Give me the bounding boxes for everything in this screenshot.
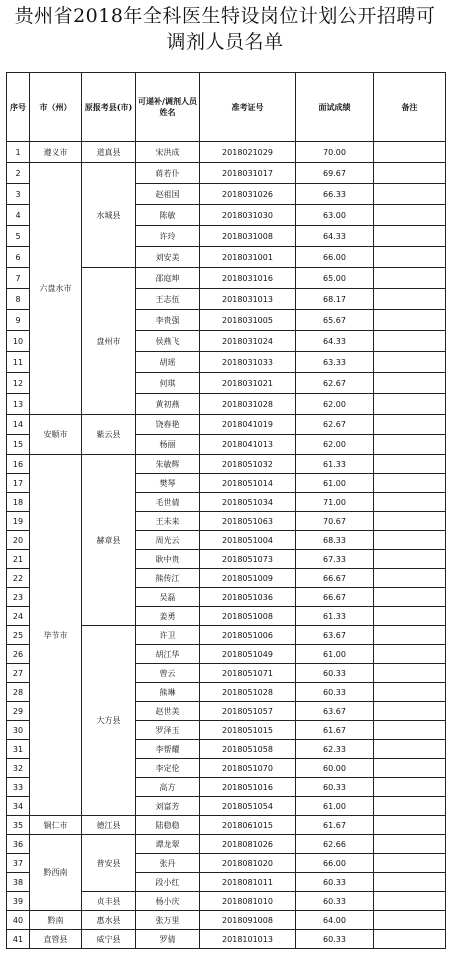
cell-seq: 27: [7, 664, 30, 683]
cell-name: 陈敏: [136, 205, 200, 226]
cell-exam-no: 2018051063: [200, 512, 296, 531]
table-row: [7, 911, 446, 930]
cell-note: [374, 512, 446, 531]
cell-seq: 20: [7, 531, 30, 550]
cell-exam-no: 2018031001: [200, 247, 296, 268]
cell-score: 66.67: [296, 588, 374, 607]
cell-name: 曾云: [136, 664, 200, 683]
cell-score: 62.00: [296, 394, 374, 415]
cell-name: 饶春艳: [136, 415, 200, 435]
table-row: [7, 930, 446, 949]
cell-name: 王未来: [136, 512, 200, 531]
cell-note: [374, 683, 446, 702]
cell-score: 61.67: [296, 816, 374, 835]
cell-county: 水城县: [82, 163, 136, 268]
cell-seq: 10: [7, 331, 30, 352]
cell-exam-no: 2018051008: [200, 607, 296, 626]
cell-seq: 38: [7, 873, 30, 892]
cell-seq: 29: [7, 702, 30, 721]
cell-seq: 1: [7, 142, 30, 163]
cell-score: 64.33: [296, 226, 374, 247]
cell-score: 67.33: [296, 550, 374, 569]
cell-name: 陆稳稳: [136, 816, 200, 835]
table-row: [7, 163, 446, 184]
cell-name: 宋洪成: [136, 142, 200, 163]
cell-name: 胡瑶: [136, 352, 200, 373]
cell-name: 杨丽: [136, 435, 200, 455]
cell-exam-no: 2018041019: [200, 415, 296, 435]
cell-name: 高方: [136, 778, 200, 797]
cell-exam-no: 2018101013: [200, 930, 296, 949]
cell-score: 66.00: [296, 247, 374, 268]
cell-seq: 15: [7, 435, 30, 455]
cell-seq: 30: [7, 721, 30, 740]
cell-note: [374, 226, 446, 247]
header-exam-no: 准考证号: [200, 73, 296, 142]
cell-seq: 28: [7, 683, 30, 702]
cell-name: 张丹: [136, 854, 200, 873]
cell-seq: 19: [7, 512, 30, 531]
cell-seq: 2: [7, 163, 30, 184]
header-county: 原报考县(市): [82, 73, 136, 142]
cell-note: [374, 607, 446, 626]
cell-seq: 25: [7, 626, 30, 645]
cell-exam-no: 2018031033: [200, 352, 296, 373]
cell-note: [374, 778, 446, 797]
candidate-table: [6, 72, 446, 949]
cell-exam-no: 2018051015: [200, 721, 296, 740]
cell-city: 直管县: [30, 930, 82, 949]
cell-score: 70.00: [296, 142, 374, 163]
cell-note: [374, 435, 446, 455]
table-row: [7, 142, 446, 163]
cell-note: [374, 455, 446, 474]
cell-note: [374, 816, 446, 835]
cell-county: 普安县: [82, 835, 136, 892]
cell-exam-no: 2018051009: [200, 569, 296, 588]
cell-exam-no: 2018051032: [200, 455, 296, 474]
cell-exam-no: 2018031017: [200, 163, 296, 184]
cell-exam-no: 2018051016: [200, 778, 296, 797]
cell-seq: 31: [7, 740, 30, 759]
cell-exam-no: 2018081020: [200, 854, 296, 873]
cell-score: 60.33: [296, 892, 374, 911]
cell-note: [374, 930, 446, 949]
cell-score: 69.67: [296, 163, 374, 184]
cell-note: [374, 268, 446, 289]
cell-exam-no: 2018081026: [200, 835, 296, 854]
cell-seq: 13: [7, 394, 30, 415]
cell-note: [374, 873, 446, 892]
table-row: [7, 835, 446, 854]
cell-seq: 34: [7, 797, 30, 816]
cell-exam-no: 2018051058: [200, 740, 296, 759]
cell-exam-no: 2018051028: [200, 683, 296, 702]
cell-name: 杨小庆: [136, 892, 200, 911]
cell-name: 胡江华: [136, 645, 200, 664]
cell-exam-no: 2018061015: [200, 816, 296, 835]
cell-seq: 24: [7, 607, 30, 626]
cell-name: 熊琳: [136, 683, 200, 702]
cell-exam-no: 2018081011: [200, 873, 296, 892]
cell-seq: 21: [7, 550, 30, 569]
cell-exam-no: 2018051057: [200, 702, 296, 721]
cell-name: 蒋若仆: [136, 163, 200, 184]
cell-exam-no: 2018091008: [200, 911, 296, 930]
cell-seq: 33: [7, 778, 30, 797]
cell-exam-no: 2018051054: [200, 797, 296, 816]
cell-seq: 3: [7, 184, 30, 205]
header-city: 市（州）: [30, 73, 82, 142]
cell-city: 六盘水市: [30, 163, 82, 415]
cell-score: 66.00: [296, 854, 374, 873]
cell-exam-no: 2018031021: [200, 373, 296, 394]
cell-note: [374, 911, 446, 930]
cell-name: 李帮耀: [136, 740, 200, 759]
cell-score: 63.67: [296, 626, 374, 645]
cell-score: 61.00: [296, 474, 374, 493]
cell-score: 63.67: [296, 702, 374, 721]
cell-score: 60.00: [296, 759, 374, 778]
cell-seq: 23: [7, 588, 30, 607]
cell-exam-no: 2018051014: [200, 474, 296, 493]
cell-name: 段小红: [136, 873, 200, 892]
cell-seq: 6: [7, 247, 30, 268]
cell-name: 罗泽玉: [136, 721, 200, 740]
cell-city: 黔西南: [30, 835, 82, 911]
cell-exam-no: 2018031030: [200, 205, 296, 226]
cell-note: [374, 289, 446, 310]
cell-score: 68.33: [296, 531, 374, 550]
cell-city: 安顺市: [30, 415, 82, 455]
cell-exam-no: 2018051070: [200, 759, 296, 778]
cell-score: 61.33: [296, 607, 374, 626]
header-score: 面试成绩: [296, 73, 374, 142]
cell-note: [374, 394, 446, 415]
cell-exam-no: 2018051049: [200, 645, 296, 664]
cell-exam-no: 2018051004: [200, 531, 296, 550]
header-seq: 序号: [7, 73, 30, 142]
cell-name: 赵祖国: [136, 184, 200, 205]
cell-score: 68.17: [296, 289, 374, 310]
cell-name: 毛世倩: [136, 493, 200, 512]
cell-exam-no: 2018051071: [200, 664, 296, 683]
cell-city: 遵义市: [30, 142, 82, 163]
cell-score: 61.00: [296, 797, 374, 816]
cell-seq: 36: [7, 835, 30, 854]
cell-exam-no: 2018031026: [200, 184, 296, 205]
cell-name: 姜勇: [136, 607, 200, 626]
cell-name: 赵世美: [136, 702, 200, 721]
cell-score: 63.33: [296, 352, 374, 373]
cell-note: [374, 721, 446, 740]
cell-city: 毕节市: [30, 455, 82, 816]
cell-county: 威宁县: [82, 930, 136, 949]
header-note: 备注: [374, 73, 446, 142]
cell-exam-no: 2018031013: [200, 289, 296, 310]
cell-name: 吴磊: [136, 588, 200, 607]
cell-note: [374, 331, 446, 352]
cell-exam-no: 2018051006: [200, 626, 296, 645]
cell-name: 李贵强: [136, 310, 200, 331]
cell-score: 62.33: [296, 740, 374, 759]
cell-name: 黄初燕: [136, 394, 200, 415]
cell-note: [374, 550, 446, 569]
cell-name: 张万里: [136, 911, 200, 930]
cell-county: 赫章县: [82, 455, 136, 626]
cell-note: [374, 142, 446, 163]
cell-name: 何琪: [136, 373, 200, 394]
cell-county: 盘州市: [82, 268, 136, 415]
cell-seq: 14: [7, 415, 30, 435]
cell-exam-no: 2018051036: [200, 588, 296, 607]
cell-county: 道真县: [82, 142, 136, 163]
cell-note: [374, 759, 446, 778]
cell-score: 60.33: [296, 778, 374, 797]
cell-score: 61.00: [296, 645, 374, 664]
cell-city: 黔南: [30, 911, 82, 930]
cell-name: 侯燕飞: [136, 331, 200, 352]
cell-score: 62.67: [296, 373, 374, 394]
cell-score: 71.00: [296, 493, 374, 512]
cell-note: [374, 163, 446, 184]
cell-name: 刘富芳: [136, 797, 200, 816]
cell-name: 罗倩: [136, 930, 200, 949]
cell-score: 70.67: [296, 512, 374, 531]
cell-seq: 39: [7, 892, 30, 911]
cell-score: 62.66: [296, 835, 374, 854]
cell-exam-no: 2018051034: [200, 493, 296, 512]
cell-note: [374, 493, 446, 512]
cell-seq: 18: [7, 493, 30, 512]
cell-score: 60.33: [296, 683, 374, 702]
cell-note: [374, 352, 446, 373]
cell-note: [374, 645, 446, 664]
cell-name: 樊琴: [136, 474, 200, 493]
cell-exam-no: 2018031024: [200, 331, 296, 352]
cell-note: [374, 310, 446, 331]
cell-name: 邵庭坤: [136, 268, 200, 289]
cell-score: 64.33: [296, 331, 374, 352]
cell-note: [374, 702, 446, 721]
cell-score: 62.00: [296, 435, 374, 455]
cell-name: 耿中贵: [136, 550, 200, 569]
cell-name: 许卫: [136, 626, 200, 645]
header-name: 可递补/调剂人员姓名: [136, 73, 200, 142]
cell-note: [374, 797, 446, 816]
cell-note: [374, 740, 446, 759]
cell-score: 66.33: [296, 184, 374, 205]
cell-seq: 35: [7, 816, 30, 835]
cell-note: [374, 373, 446, 394]
cell-name: 王志伍: [136, 289, 200, 310]
cell-seq: 32: [7, 759, 30, 778]
table-row: [7, 415, 446, 435]
page-title: 贵州省2018年全科医生特设岗位计划公开招聘可调剂人员名单: [14, 5, 436, 53]
cell-score: 61.33: [296, 455, 374, 474]
cell-note: [374, 854, 446, 873]
cell-county: 贞丰县: [82, 892, 136, 911]
cell-note: [374, 626, 446, 645]
cell-exam-no: 2018031005: [200, 310, 296, 331]
cell-name: 朱敏辉: [136, 455, 200, 474]
cell-county: 紫云县: [82, 415, 136, 455]
cell-score: 64.00: [296, 911, 374, 930]
cell-county: 德江县: [82, 816, 136, 835]
cell-score: 60.33: [296, 930, 374, 949]
cell-score: 63.00: [296, 205, 374, 226]
cell-note: [374, 569, 446, 588]
cell-exam-no: 2018081010: [200, 892, 296, 911]
cell-score: 60.33: [296, 873, 374, 892]
cell-exam-no: 2018051073: [200, 550, 296, 569]
cell-score: 61.67: [296, 721, 374, 740]
cell-note: [374, 835, 446, 854]
cell-city: 铜仁市: [30, 816, 82, 835]
cell-score: 66.67: [296, 569, 374, 588]
cell-score: 65.67: [296, 310, 374, 331]
cell-seq: 16: [7, 455, 30, 474]
cell-score: 62.67: [296, 415, 374, 435]
cell-name: 许玲: [136, 226, 200, 247]
cell-note: [374, 892, 446, 911]
cell-seq: 12: [7, 373, 30, 394]
cell-score: 65.00: [296, 268, 374, 289]
cell-seq: 4: [7, 205, 30, 226]
cell-score: 60.33: [296, 664, 374, 683]
cell-seq: 9: [7, 310, 30, 331]
cell-note: [374, 664, 446, 683]
cell-exam-no: 2018031028: [200, 394, 296, 415]
cell-note: [374, 205, 446, 226]
table-row: [7, 816, 446, 835]
cell-note: [374, 531, 446, 550]
cell-note: [374, 474, 446, 493]
cell-exam-no: 2018031008: [200, 226, 296, 247]
cell-name: 谭龙翠: [136, 835, 200, 854]
cell-seq: 8: [7, 289, 30, 310]
cell-exam-no: 2018021029: [200, 142, 296, 163]
cell-seq: 41: [7, 930, 30, 949]
cell-exam-no: 2018031016: [200, 268, 296, 289]
cell-seq: 22: [7, 569, 30, 588]
table-header-row: [7, 73, 446, 142]
cell-note: [374, 588, 446, 607]
cell-name: 周光云: [136, 531, 200, 550]
cell-name: 刘安美: [136, 247, 200, 268]
cell-name: 李定伦: [136, 759, 200, 778]
cell-seq: 37: [7, 854, 30, 873]
cell-seq: 11: [7, 352, 30, 373]
cell-seq: 40: [7, 911, 30, 930]
cell-seq: 26: [7, 645, 30, 664]
cell-note: [374, 184, 446, 205]
table-row: [7, 455, 446, 474]
cell-county: 惠水县: [82, 911, 136, 930]
cell-exam-no: 2018041013: [200, 435, 296, 455]
cell-county: 大方县: [82, 626, 136, 816]
cell-seq: 17: [7, 474, 30, 493]
cell-name: 熊传江: [136, 569, 200, 588]
cell-note: [374, 247, 446, 268]
cell-seq: 7: [7, 268, 30, 289]
cell-note: [374, 415, 446, 435]
cell-seq: 5: [7, 226, 30, 247]
